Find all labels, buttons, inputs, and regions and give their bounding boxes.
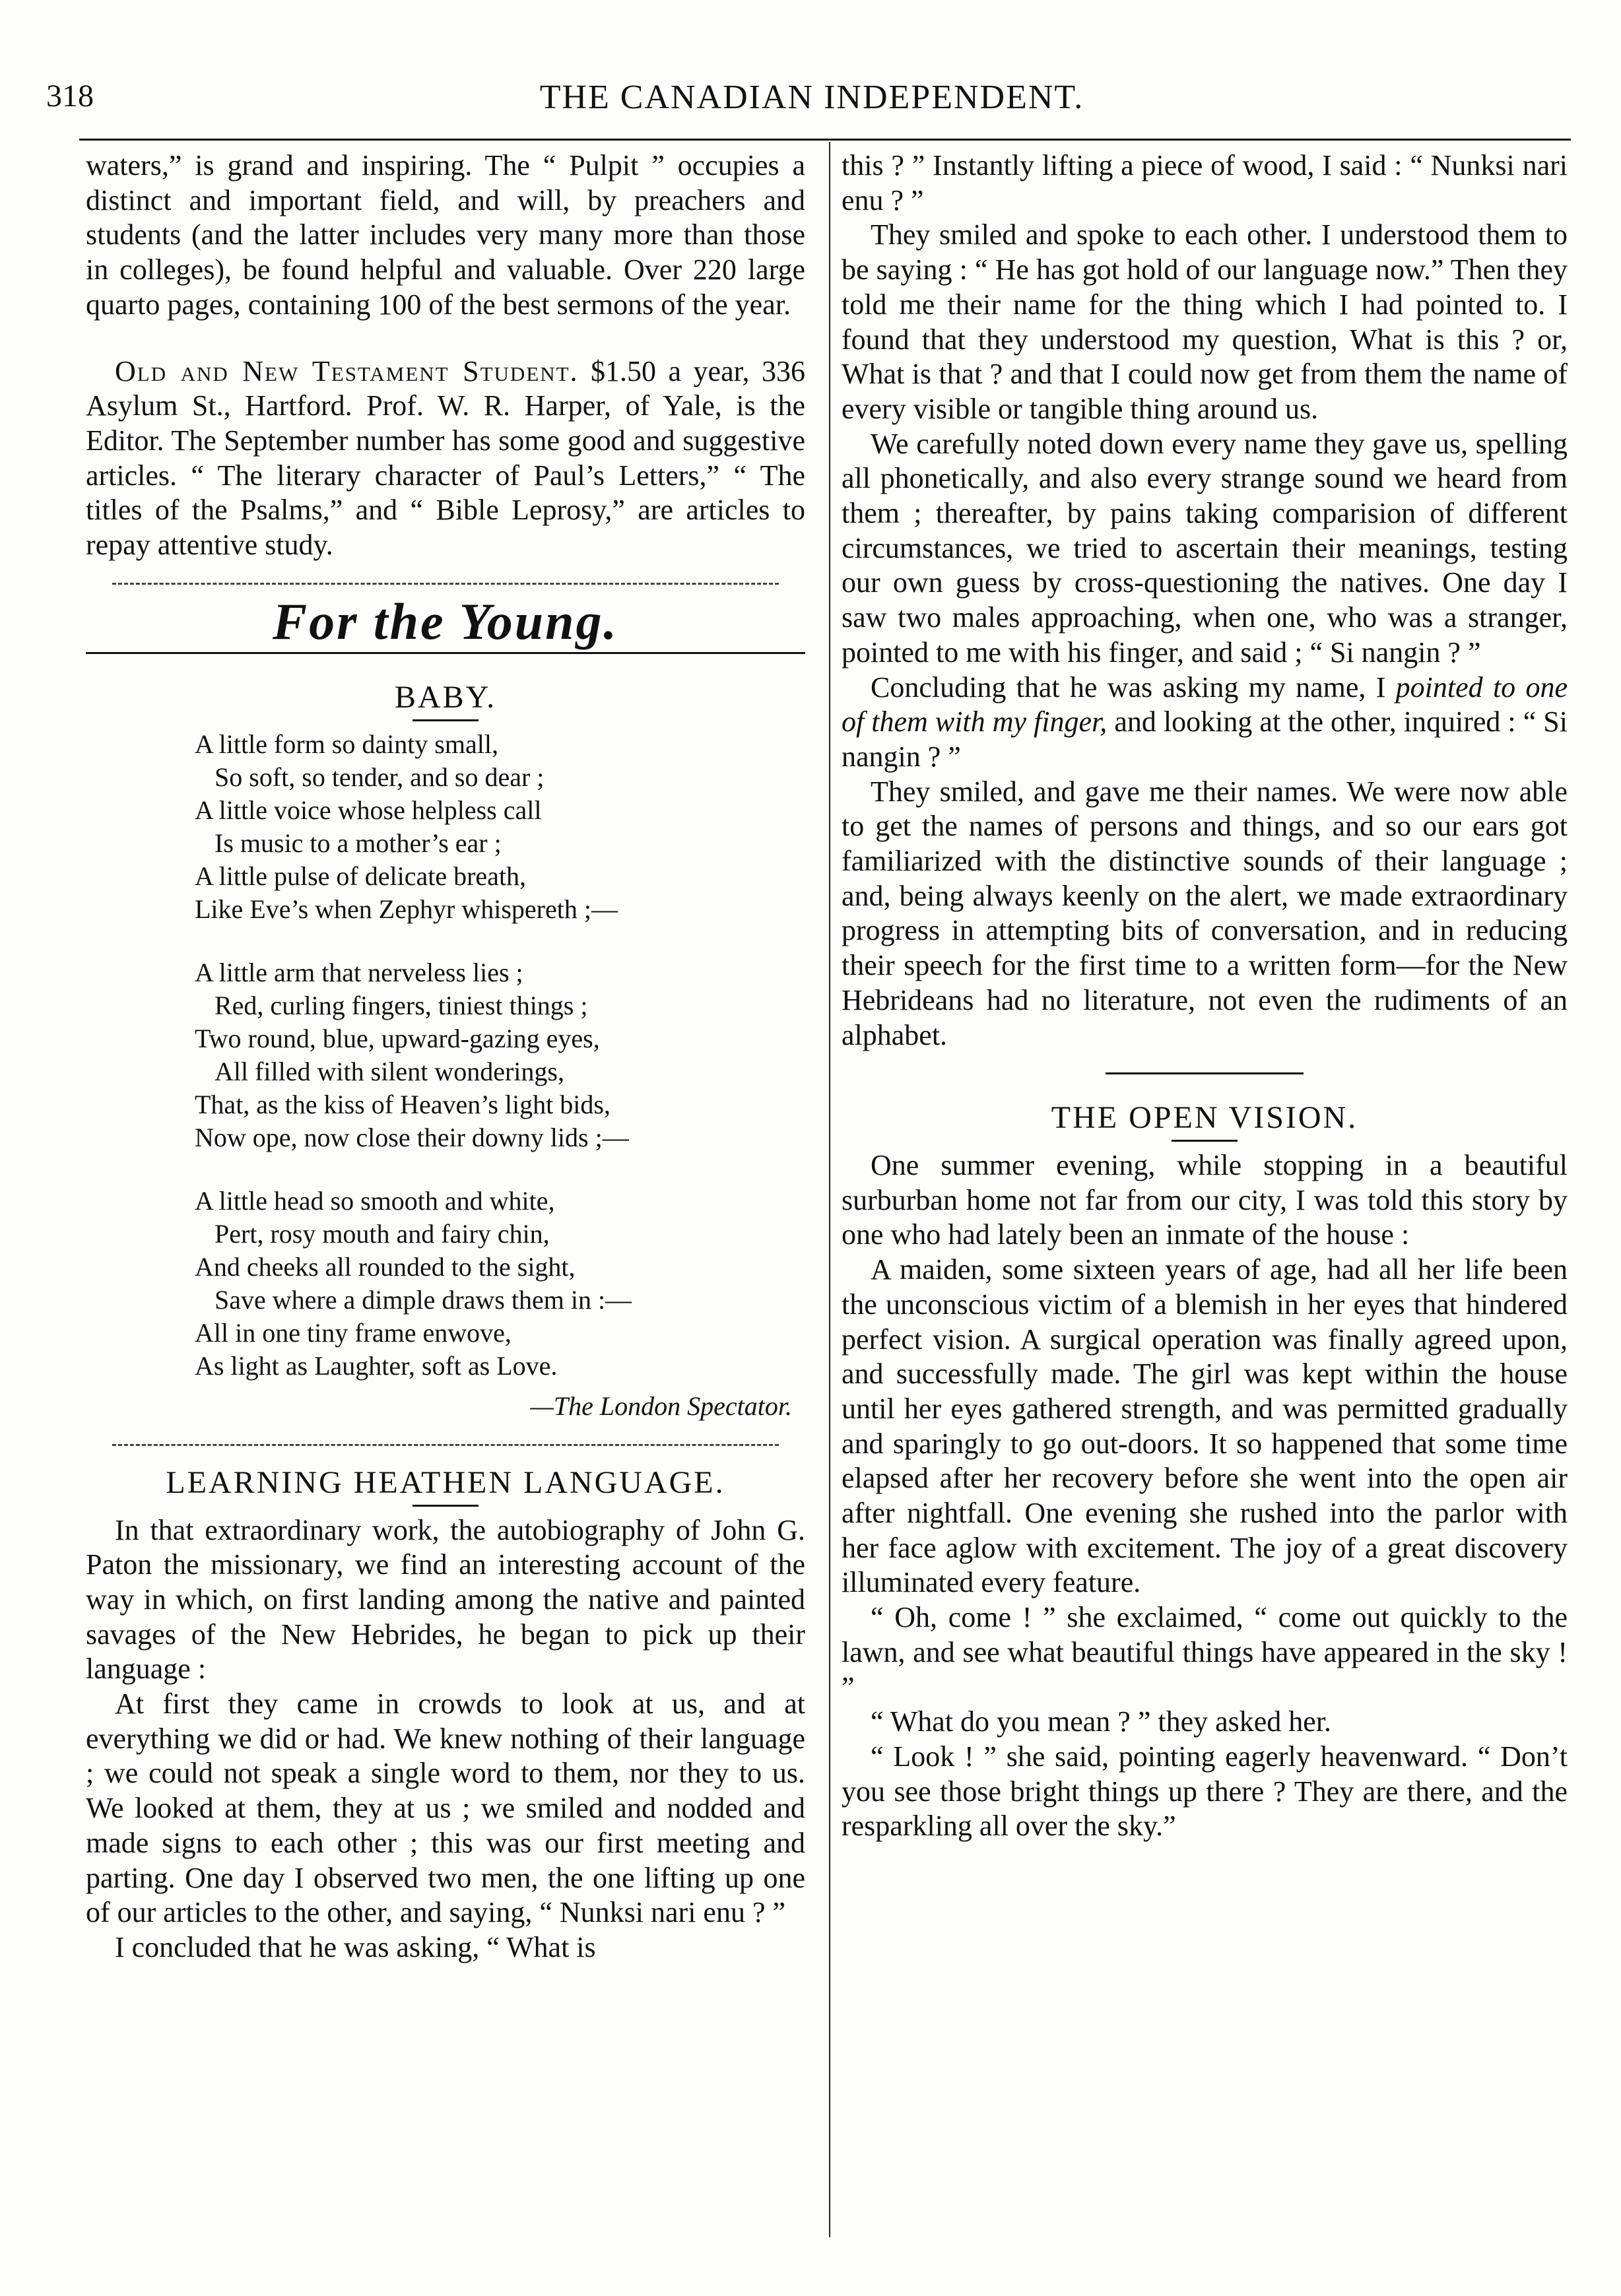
article-paragraph: At first they came in crowds to look at us, and at everything we did or had. We knew nothing of their language ; we could not speak a single word to them, nor they to us. We looked at them, they at us ; we smiled and nodded and made signs to each other ; this was our first meeting and parting. One day I observed two men, the one lifting up one of our articles to the other, and saying, “ Nunksi nari enu ? ” — [86, 1688, 805, 1929]
poem-line: A little pulse of delicate breath, — [195, 861, 527, 892]
poem-line: That, as the kiss of Heaven’s light bids, — [195, 1090, 611, 1120]
poem-line: As light as Laughter, soft as Love. — [195, 1351, 558, 1381]
ot-student-text: $1.50 a year, 336 Asylum St., Hartford. Prof. W. R. Harper, of Yale, is the Editor. The September number has some good and suggestive articles. “ The literary character of Paul’s Letters,” “ The titles of the Psalms,” and “ Bible Leprosy,” are articles to repay attentive study. — [86, 354, 805, 562]
poem-line: Pert, rosy mouth and fairy chin, — [215, 1219, 550, 1249]
article-title-rule — [413, 1505, 479, 1507]
poem-line: All filled with silent wonderings, — [215, 1057, 564, 1087]
poem-line: A little voice whose helpless call — [195, 795, 542, 826]
poem-line: Red, curling fingers, tiniest things ; — [215, 991, 588, 1021]
article-paragraph: I concluded that he was asking, “ What is — [115, 1930, 596, 1963]
poem-line: Is music to a mother’s ear ; — [215, 828, 502, 859]
text-run: Concluding that he was asking my name, I — [871, 671, 1396, 704]
poem-attribution: —The London Spectator. — [530, 1391, 792, 1422]
dashed-divider — [112, 583, 779, 585]
article-paragraph: “ Look ! ” she said, pointing eagerly heavenward. “ Don’t you see those bright things up there ? They are there, and the resparkling all over the sky.” — [842, 1740, 1568, 1843]
column-divider — [829, 142, 830, 2237]
poem-line: So soft, so tender, and so dear ; — [215, 762, 545, 793]
article-paragraph: We carefully noted down every name they gave us, spelling all phonetically, and also every strange sound we heard from them ; thereafter, by pains taking comparision of different circumstances, we tried to ascertain their meanings, testing our own guess by cross-questioning the natives. One day I saw two males approaching, when one, who was a stranger, pointed to me with his finger, and said ; “ Si nangin ? ” — [842, 427, 1568, 669]
article-paragraph: “ Oh, come ! ” she exclaimed, “ come out quickly to the lawn, and see what beautiful things have appeared in the sky ! ” — [842, 1601, 1568, 1703]
page-number: 318 — [46, 79, 94, 114]
article-paragraph: In that extraordinary work, the autobiography of John G. Paton the missionary, we find an interesting account of the way in which, on first landing among the native and painted savages of the New Hebrides, he began to pick up their language : — [86, 1513, 805, 1686]
article-paragraph — [842, 671, 1568, 775]
poem-line: Like Eve’s when Zephyr whispereth ;— — [195, 894, 618, 925]
poem-line: A little head so smooth and white, — [195, 1186, 555, 1216]
banner-rule — [86, 652, 805, 654]
article-paragraph: this ? ” Instantly lifting a piece of wood, I said : “ Nunksi nari enu ? ” — [842, 149, 1568, 216]
poem-line: And cheeks all rounded to the sight, — [195, 1252, 576, 1282]
poem-line: A little form so dainty small, — [195, 729, 498, 760]
text-run: and looking at the other, inquired : “ Si nangin ? ” — [842, 705, 1568, 773]
ot-student-title: Old and New Testament Student. — [115, 354, 579, 387]
page-header — [46, 78, 1577, 131]
poem — [86, 728, 805, 1383]
poem-line: A little arm that nerveless lies ; — [195, 958, 523, 988]
poem-line: All in one tiny frame enwove, — [195, 1318, 512, 1348]
dashed-divider — [112, 1444, 779, 1446]
section-rule — [1106, 1072, 1304, 1074]
article-paragraph: “ What do you mean ? ” they asked her. — [871, 1705, 1332, 1738]
journal-title: THE CANADIAN INDEPENDENT. — [539, 79, 1084, 116]
italic-run: pointed to one of them with my finger, — [842, 671, 1568, 738]
article-title-rule — [1172, 1140, 1238, 1142]
article-title-learning: LEARNING HEATHEN LANGUAGE. — [166, 1464, 725, 1500]
pulpit-review-end: waters,” is grand and inspiring. The “ Pulpit ” occupies a distinct and important field, and will, by preachers and students (and the latter includes very many more than those in colleges), be found helpful and valuable. Over 220 large quarto pages, containing 100 of the best sermons of the year. — [86, 149, 805, 321]
header-rule — [79, 139, 1571, 141]
poem-title: BABY. — [394, 680, 497, 715]
poem-line: Two round, blue, upward-gazing eyes, — [195, 1024, 600, 1054]
article-paragraph: They smiled, and gave me their names. We were now able to get the names of persons and things, and so our ears got familiarized with the distinctive sounds of their language ; and, being always keenly on the alert, we made extraordinary progress in attempting bits of conversation, and in reducing their speech for the first time to a written form—for the New Hebrideans had no literature, not even the rudiments of an alphabet. — [842, 775, 1568, 1051]
article-title-open-vision: THE OPEN VISION. — [1051, 1100, 1358, 1136]
right-column — [842, 148, 1568, 1844]
article-paragraph: They smiled and spoke to each other. I understood them to be saying : “ He has got hold of our language now.” Then they told me their name for the thing which I had pointed to. I found that they understood my question, What is this ? or, What is that ? and that I could now get from them the name of every visible or tangible thing around us. — [842, 218, 1568, 425]
poem-title-rule — [413, 719, 479, 721]
left-column — [86, 148, 805, 1965]
section-banner: For the Young. — [273, 592, 618, 650]
poem-line: Now ope, now close their downy lids ;— — [195, 1123, 629, 1153]
article-paragraph: A maiden, some sixteen years of age, had all her life been the unconscious victim of a blemish in her eyes that hindered perfect vision. A surgical operation was finally agreed upon, and successfully made. The girl was kept within the house until her eyes gathered strength, and was permitted gradually and sparingly to go out-doors. It so happened that some time elapsed after her recovery before she went into the open air after nightfall. One evening she rushed into the parlor with her face aglow with excitement. The joy of a great discovery illuminated every feature. — [842, 1253, 1568, 1599]
ot-student-review — [86, 354, 805, 563]
poem-line: Save where a dimple draws them in :— — [215, 1285, 632, 1315]
article-paragraph: One summer evening, while stopping in a beautiful surburban home not far from our city, I was told this story by one who had lately been an inmate of the house : — [842, 1148, 1568, 1251]
